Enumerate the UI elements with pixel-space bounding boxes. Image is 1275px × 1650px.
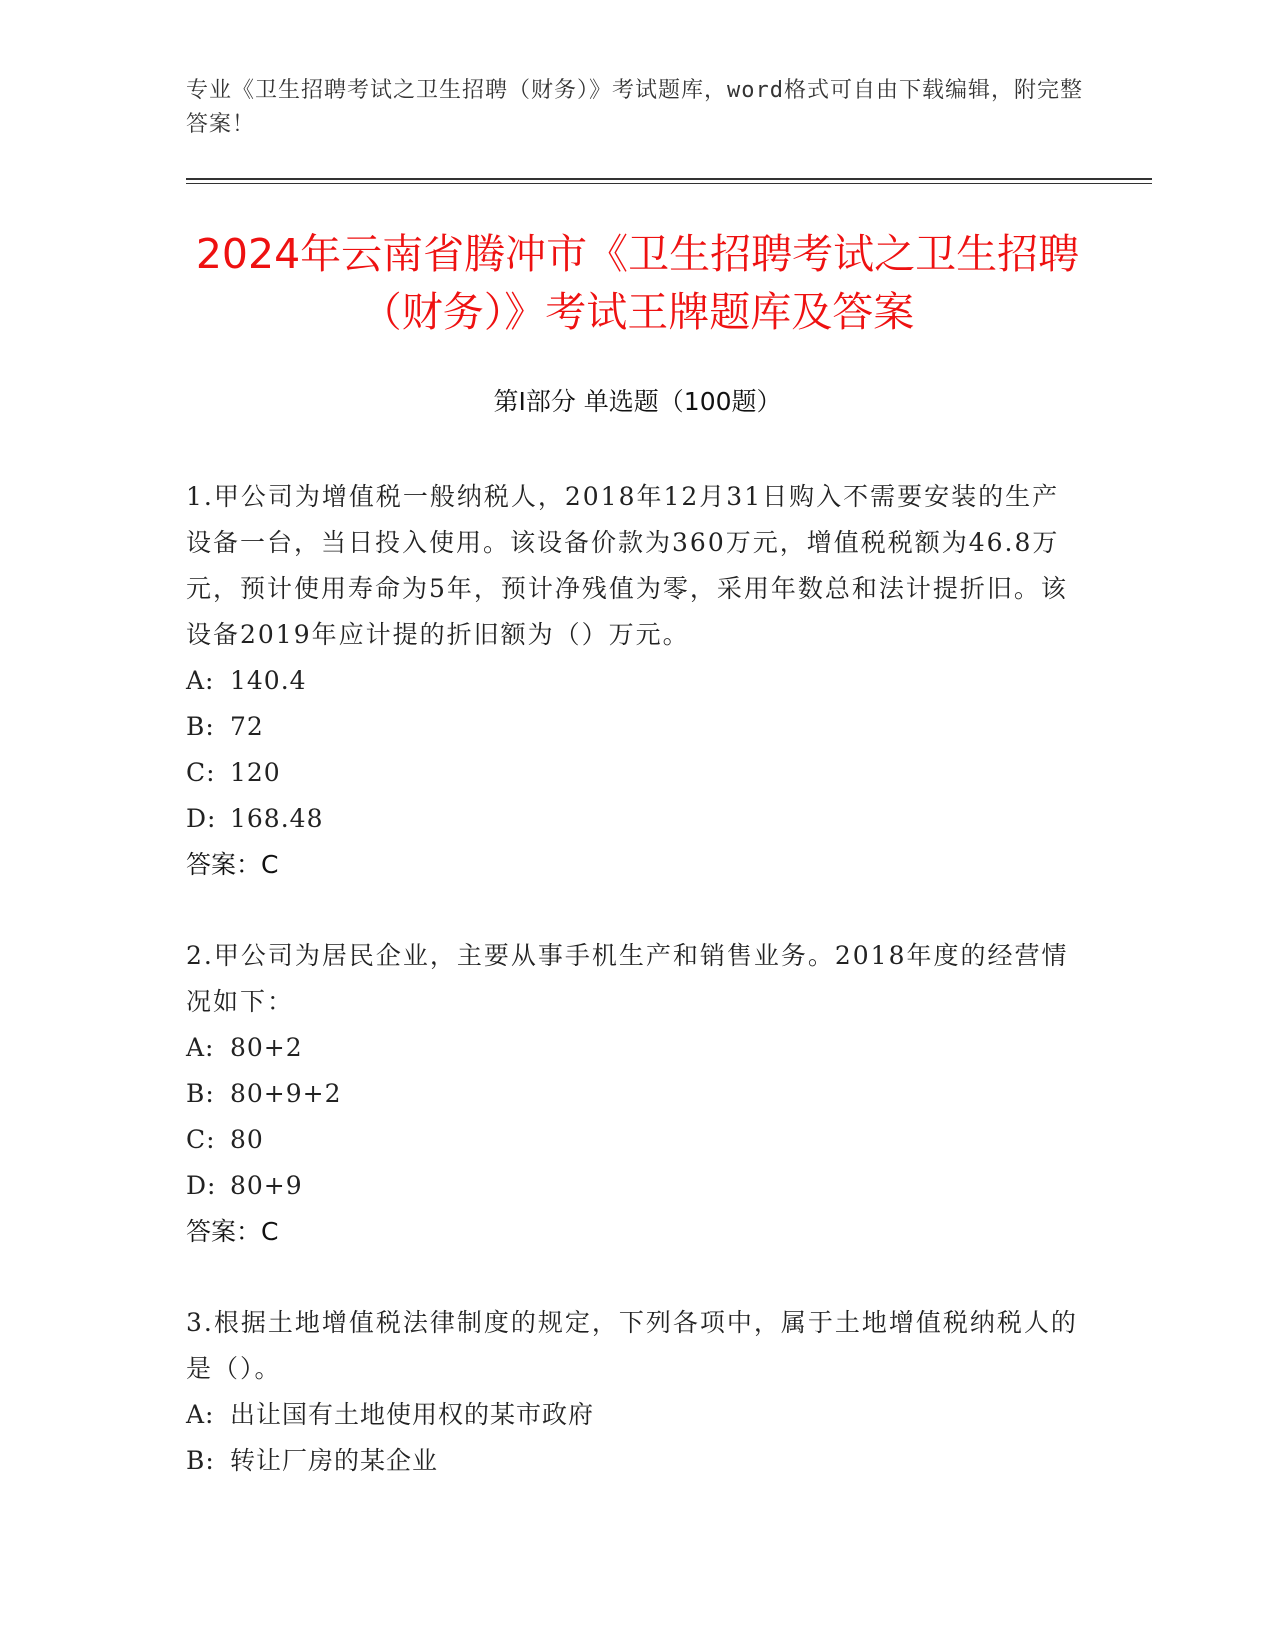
- option-key: A:: [186, 1400, 215, 1429]
- question-list: [186, 474, 1086, 1529]
- option-c: [186, 1117, 1086, 1163]
- option-c: [186, 750, 1086, 796]
- option-b: [186, 1071, 1086, 1117]
- question-3: [186, 1300, 1086, 1484]
- option-text: 出让国有土地使用权的某市政府: [230, 1400, 595, 1429]
- answer-line: 答案：C: [186, 850, 279, 879]
- option-key: B:: [186, 712, 215, 741]
- option-d: [186, 1163, 1086, 1209]
- option-a: [186, 1392, 1086, 1438]
- option-key: A:: [186, 666, 215, 695]
- section-title: 第Ⅰ部分 单选题（100题）: [493, 387, 782, 416]
- option-key: C:: [186, 758, 216, 787]
- option-b: [186, 704, 1086, 750]
- option-key: B:: [186, 1079, 215, 1108]
- option-text: 140.4: [230, 666, 307, 695]
- option-key: D:: [186, 804, 217, 833]
- option-key: B:: [186, 1446, 215, 1475]
- option-key: D:: [186, 1171, 217, 1200]
- question-stem: 2.甲公司为居民企业，主要从事手机生产和销售业务。2018年度的经营情况如下：: [186, 941, 1069, 1016]
- answer-line: 答案：C: [186, 1217, 279, 1246]
- option-text: 80+9: [230, 1171, 303, 1200]
- option-text: 80: [230, 1125, 264, 1154]
- option-a: [186, 658, 1086, 704]
- header-note: 专业《卫生招聘考试之卫生招聘（财务）》考试题库，word格式可自由下载编辑，附完整答案！: [186, 78, 1083, 137]
- document-title: 2024年云南省腾冲市《卫生招聘考试之卫生招聘（财务）》考试王牌题库及答案: [195, 230, 1080, 336]
- option-d: [186, 796, 1086, 842]
- option-text: 80+2: [230, 1033, 303, 1062]
- option-b: [186, 1438, 1086, 1484]
- header-divider-thin: [186, 183, 1152, 184]
- option-key: A:: [186, 1033, 215, 1062]
- question-stem: 3.根据土地增值税法律制度的规定，下列各项中，属于土地增值税纳税人的是（）。: [186, 1308, 1078, 1383]
- option-text: 120: [230, 758, 281, 787]
- question-1: [186, 474, 1086, 888]
- option-text: 转让厂房的某企业: [230, 1446, 439, 1475]
- option-text: 80+9+2: [230, 1079, 342, 1108]
- option-a: [186, 1025, 1086, 1071]
- option-text: 72: [230, 712, 264, 741]
- question-2: [186, 933, 1086, 1255]
- option-key: C:: [186, 1125, 216, 1154]
- option-text: 168.48: [230, 804, 324, 833]
- header-divider-thick: [186, 178, 1152, 180]
- question-stem: 1.甲公司为增值税一般纳税人，2018年12月31日购入不需要安装的生产设备一台，当日投入使用。该设备价款为360万元，增值税税额为46.8万元，预计使用寿命为5年，预计净残值为零，采用年数总和法计提折旧。该设备2019年应计提的折旧额为（）万元。: [186, 482, 1068, 649]
